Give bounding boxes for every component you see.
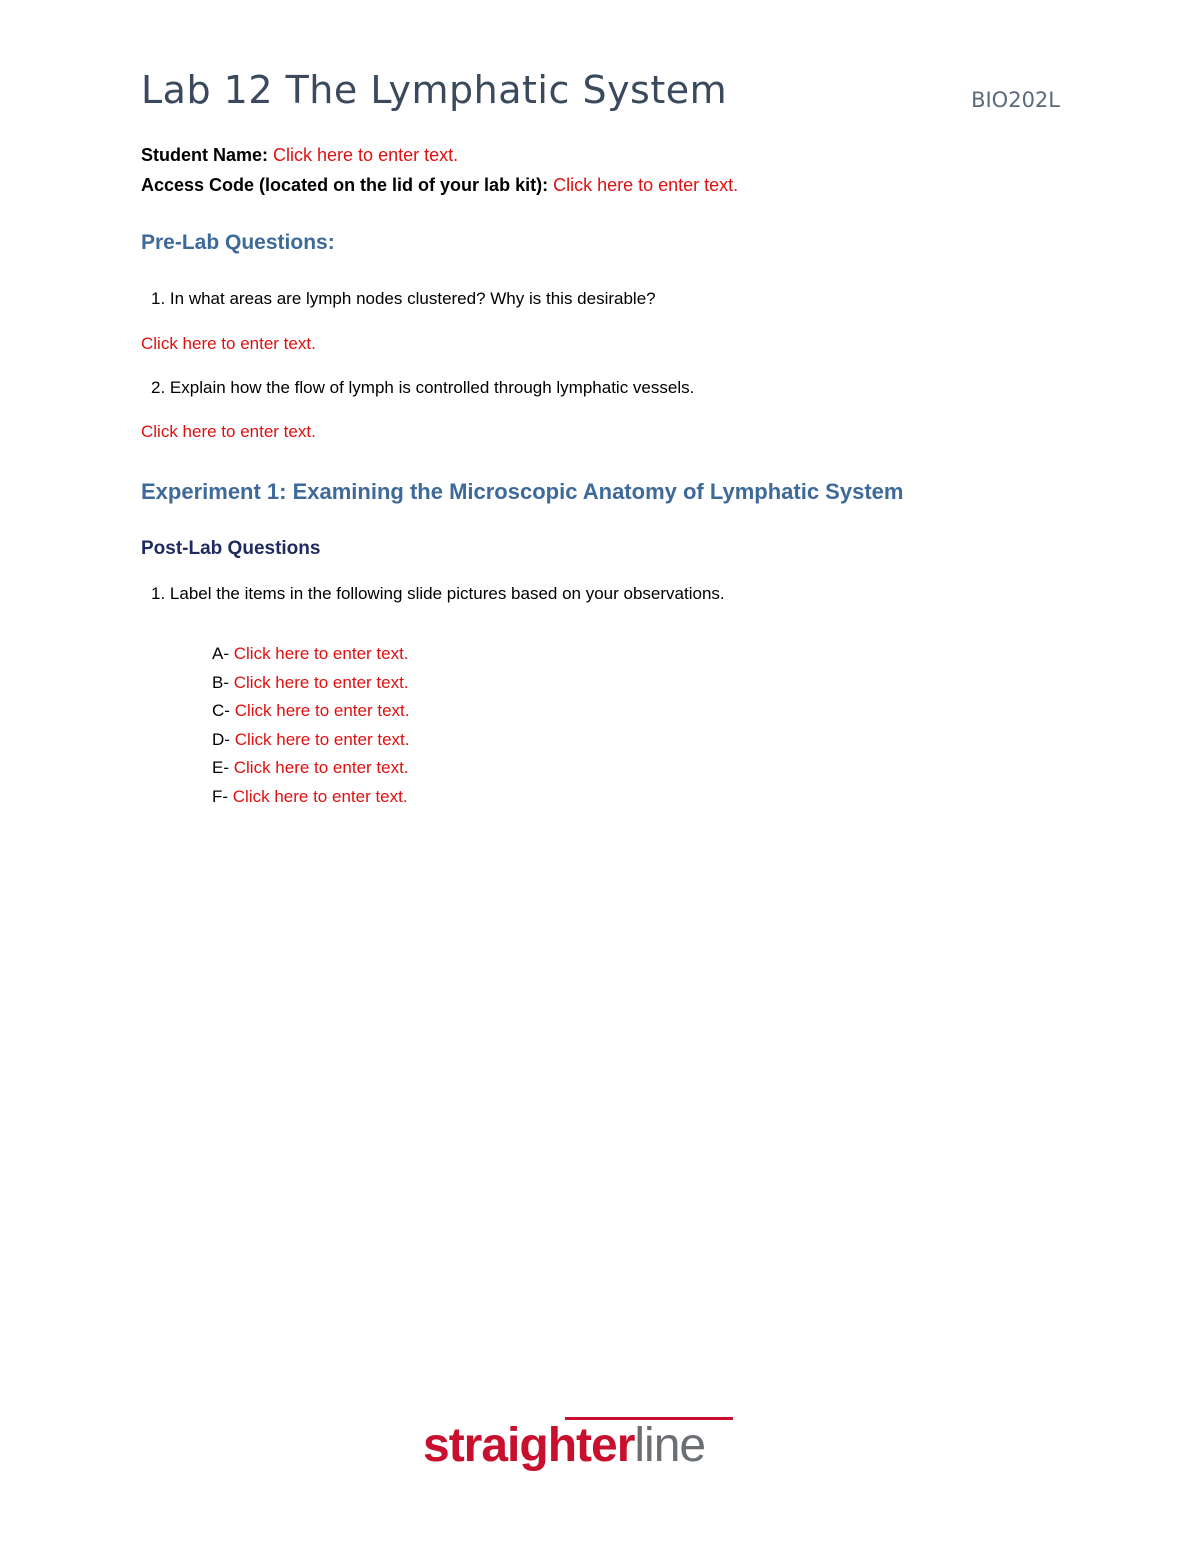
question-text: Label the items in the following slide pictures based on your observations. (169, 584, 725, 603)
prelab-answer-1-field[interactable]: Click here to enter text. (141, 334, 316, 353)
straighterline-logo (423, 1410, 783, 1480)
question-number: 1. (151, 289, 166, 308)
label-c-field[interactable]: Click here to enter text. (234, 701, 410, 720)
label-item-b (212, 669, 410, 698)
label-d-field[interactable]: Click here to enter text. (234, 729, 410, 749)
label-letter: E- (212, 758, 229, 777)
question-number: 1. (151, 584, 166, 603)
question-number: 2. (151, 378, 166, 397)
label-b-field[interactable]: Click here to enter text. (233, 672, 409, 692)
label-letter: A- (212, 644, 229, 663)
label-item-d (212, 726, 410, 755)
label-e-field[interactable]: Click here to enter text. (233, 758, 409, 777)
page-title: Lab 12 The Lymphatic System (141, 68, 728, 112)
student-name-label: Student Name: (141, 145, 269, 165)
access-code-row (141, 175, 738, 196)
label-item-f (212, 783, 410, 812)
access-code-field[interactable]: Click here to enter text. (553, 175, 739, 195)
question-text: Explain how the flow of lymph is controlled through lymphatic vessels. (169, 378, 695, 397)
label-letter: C- (212, 701, 230, 720)
access-code-label: Access Code (located on the lid of your lab kit): (141, 175, 549, 195)
student-name-row (141, 145, 458, 166)
label-f-field[interactable]: Click here to enter text. (232, 786, 408, 806)
prelab-question-1 (151, 289, 656, 309)
label-list (212, 640, 410, 811)
postlab-heading: Post-Lab Questions (141, 538, 321, 559)
logo-sub-text: line (634, 1419, 706, 1472)
prelab-heading: Pre-Lab Questions: (141, 231, 335, 254)
label-item-a (212, 640, 410, 669)
label-item-c (212, 697, 410, 726)
prelab-question-2 (151, 378, 694, 398)
logo-main-text: straighter (423, 1419, 635, 1472)
prelab-answer-2-field[interactable]: Click here to enter text. (141, 422, 316, 441)
label-letter: D- (212, 729, 230, 749)
question-text: In what areas are lymph nodes clustered? Why is this desirable? (169, 289, 656, 308)
label-letter: B- (212, 672, 229, 692)
label-letter: F- (212, 786, 229, 806)
student-name-field[interactable]: Click here to enter text. (273, 145, 459, 165)
label-a-field[interactable]: Click here to enter text. (233, 644, 409, 663)
label-item-e (212, 754, 410, 783)
experiment-heading: Experiment 1: Examining the Microscopic Anatomy of Lymphatic System (141, 479, 904, 504)
postlab-question-1 (151, 584, 725, 604)
logo-wordmark (423, 1418, 705, 1474)
course-code: BIO202L (971, 88, 1060, 112)
